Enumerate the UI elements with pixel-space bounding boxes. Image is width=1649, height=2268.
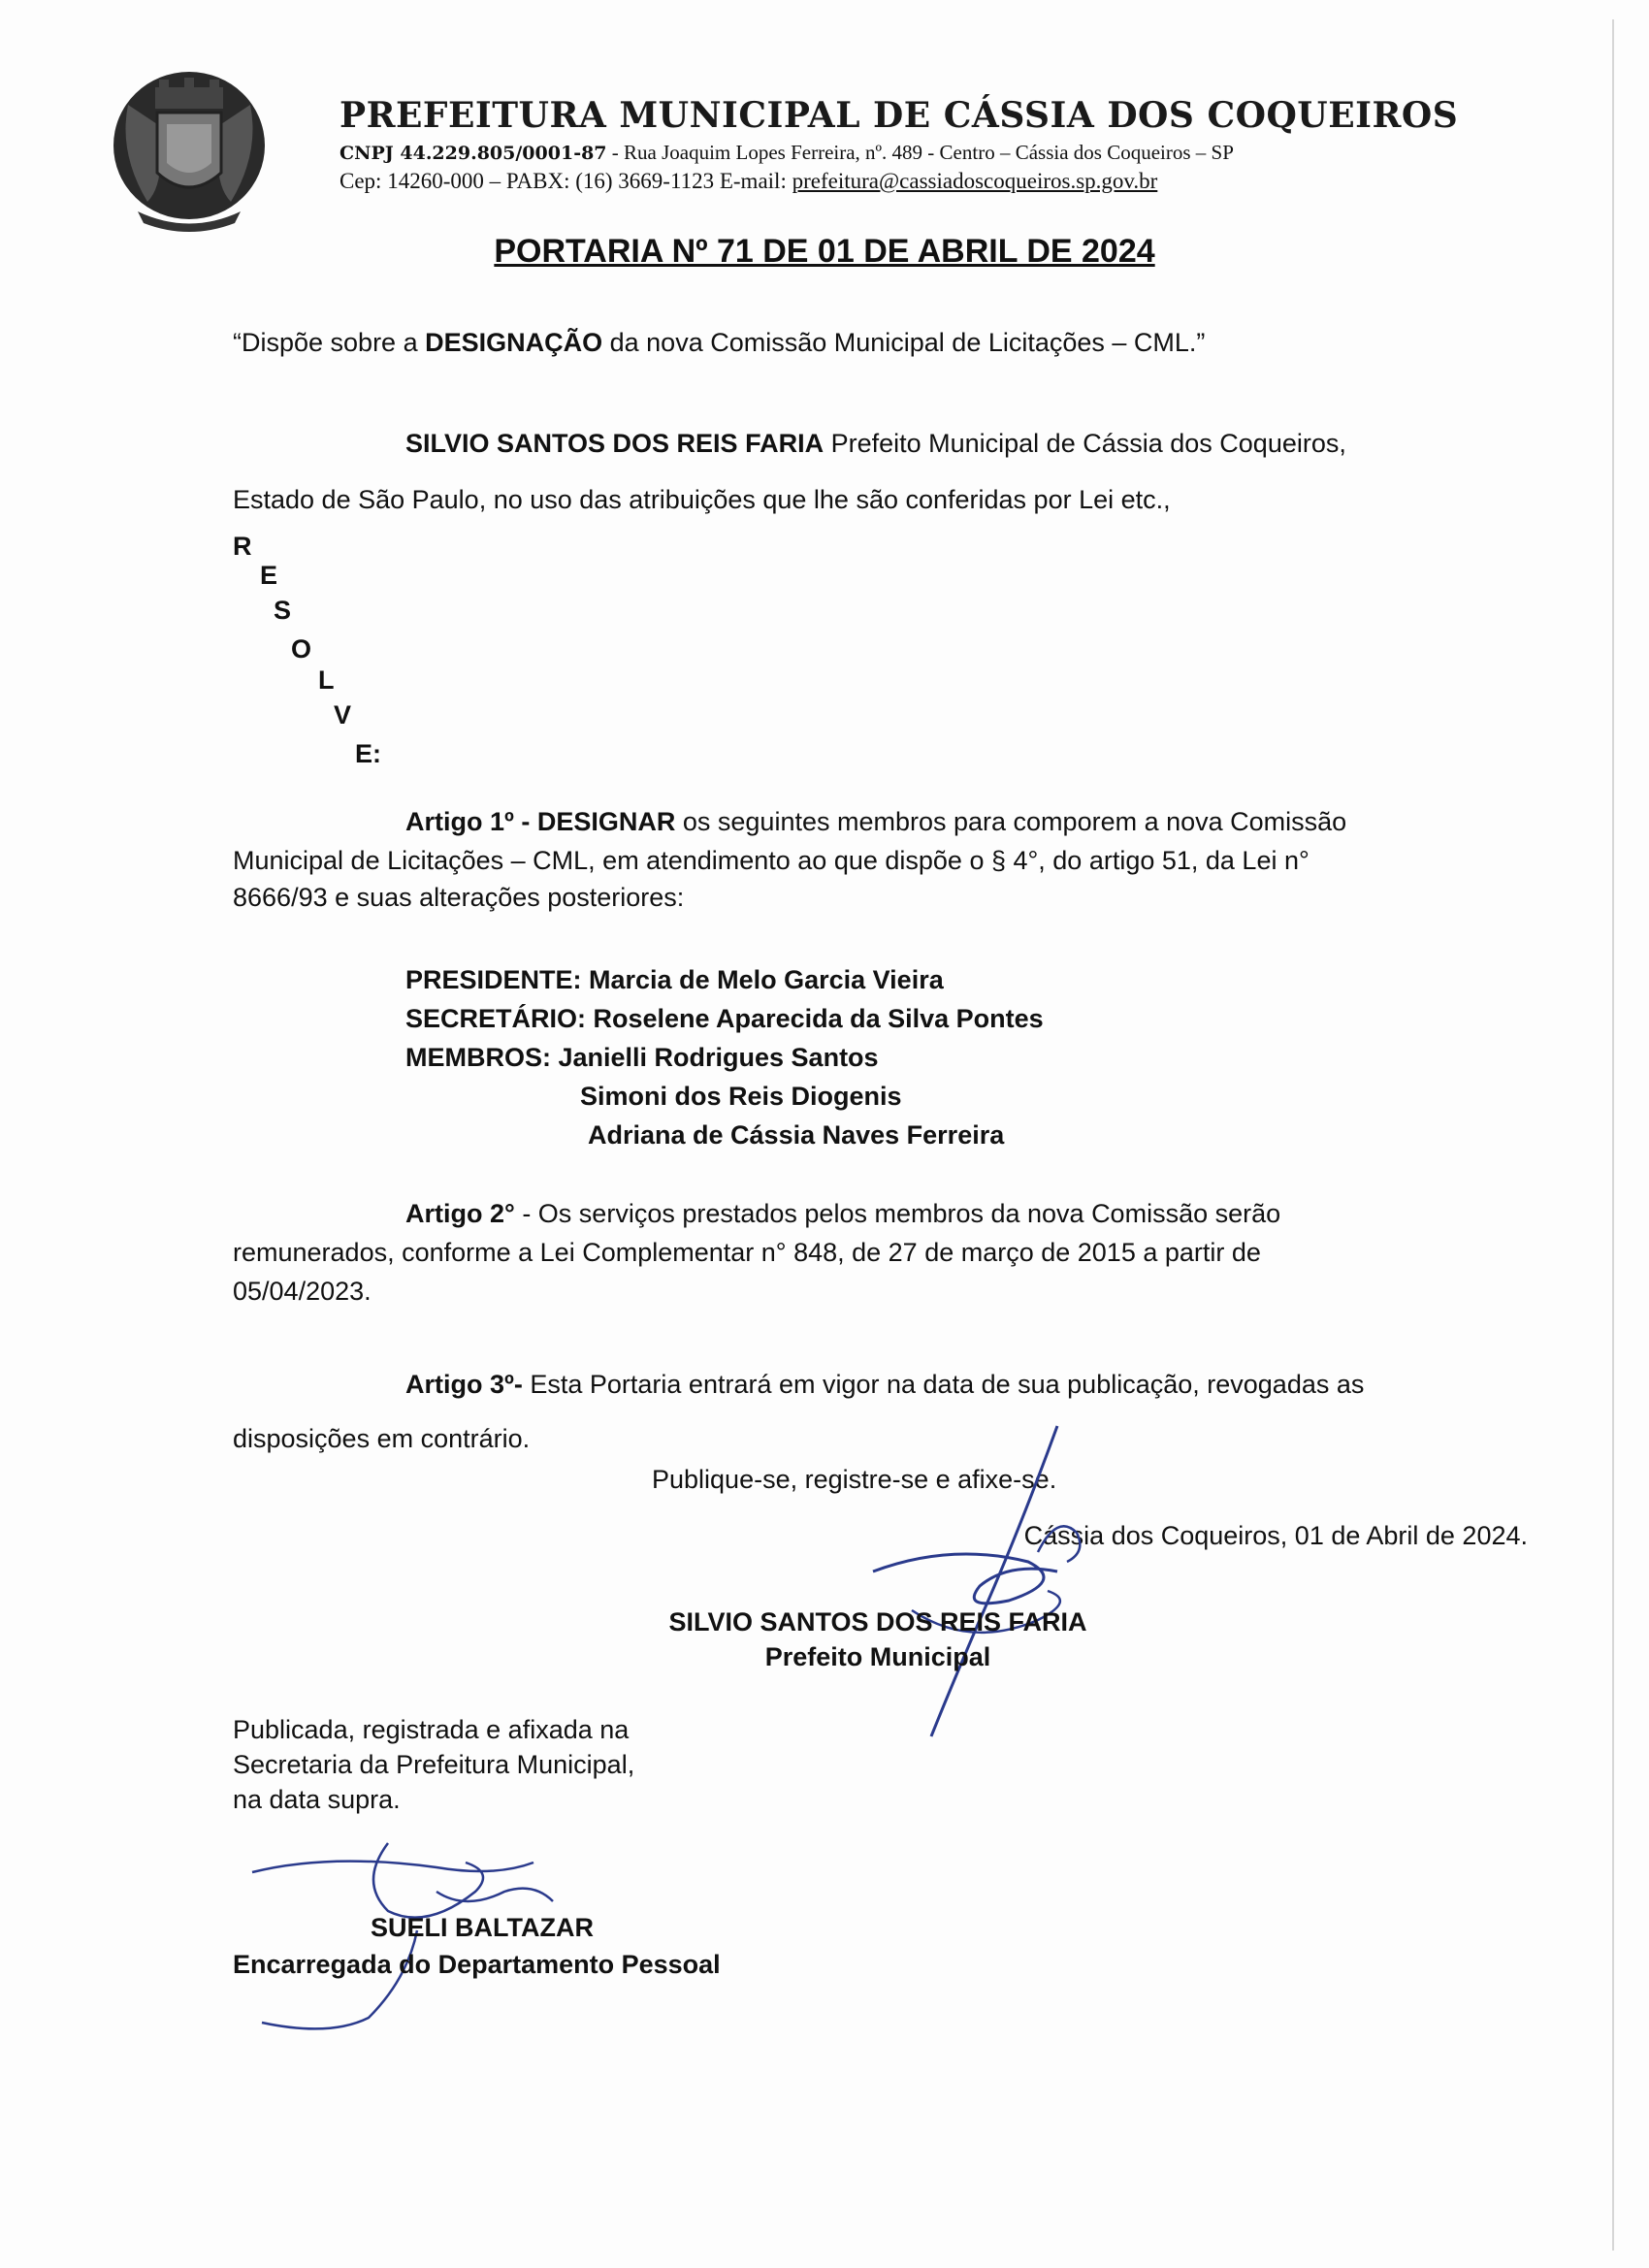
member-secretario: SECRETÁRIO: Roselene Aparecida da Silva Pontes [405,1004,1044,1033]
artigo-1-label: Artigo 1º - DESIGNAR [405,807,676,836]
clerk-name: SUELI BALTAZAR [371,1913,594,1942]
publication-note-line: Publicada, registrada e afixada na [233,1715,630,1744]
mayor-signature [815,1416,1135,1766]
publication-note [233,1712,634,1817]
signatory-role: Prefeito Municipal [764,1642,991,1671]
publique-line: Publique-se, registre-se e afixe-se. [652,1465,1057,1494]
artigo-2-label: Artigo 2° [405,1199,515,1228]
artigo-3-text: Esta Portaria entrará em vigor na data de sua publicação, revogadas as [522,1370,1365,1399]
artigo-3-line-2: disposições em contrário. [233,1424,531,1453]
letterhead-email: prefeitura@cassiadoscoqueiros.sp.gov.br [792,169,1158,193]
artigo-3-line-1 [233,1364,1529,1405]
mayor-name: SILVIO SANTOS DOS REIS FARIA [405,429,824,458]
member-presidente: PRESIDENTE: Marcia de Melo Garcia Vieira [405,965,944,994]
preamble-text: Prefeito Municipal de Cássia dos Coqueiros, [824,429,1346,458]
artigo-1-line-2: Municipal de Licitações – CML, em atendimento ao que dispõe o § 4°, do artigo 51, da Lei n° [233,846,1310,875]
ementa-bold-text: DESIGNAÇÃO [425,328,603,357]
publication-note-line: na data supra. [233,1785,401,1814]
signatory-name: SILVIO SANTOS DOS REIS FARIA [668,1607,1087,1636]
letterhead-address: - Rua Joaquim Lopes Ferreira, nº. 489 - Centro – Cássia dos Coqueiros – SP [606,141,1234,164]
artigo-2-line-2: remunerados, conforme a Lei Complementar n° 848, de 27 de março de 2015 a partir de [233,1238,1261,1267]
resolve-letter: O [291,634,312,664]
artigo-1-line-1 [233,801,1529,842]
place-and-date: Cássia dos Coqueiros, 01 de Abril de 2024. [1023,1521,1528,1550]
preamble-line-2: Estado de São Paulo, no uso das atribuições que lhe são conferidas por Lei etc., [233,485,1171,514]
resolve-letter: R [233,532,252,561]
letterhead-cnpj: CNPJ 44.229.805/0001-87 [340,143,607,164]
commission-members [405,960,1044,1154]
artigo-1-text: os seguintes membros para comporem a nova Comissão [675,807,1347,836]
letterhead-cep-phone: Cep: 14260-000 – PABX: (16) 3669-1123 E-mail: [340,169,792,193]
letterhead-title: PREFEITURA MUNICIPAL DE CÁSSIA DOS COQUEIROS [340,95,1459,136]
artigo-2-line-3: 05/04/2023. [233,1277,372,1306]
scan-edge-line [1612,19,1614,2251]
artigo-3-label: Artigo 3º- [405,1370,523,1399]
artigo-2-text: - Os serviços prestados pelos membros da nova Comissão serão [514,1199,1281,1228]
publication-note-line: Secretaria da Prefeitura Municipal, [233,1750,635,1779]
ementa-text-end: da nova Comissão Municipal de Licitações – CML.” [602,328,1206,357]
letterhead-contact-line [340,169,1157,194]
resolve-letter: S [274,596,292,625]
resolve-letter: E: [355,739,381,768]
clerk-role: Encarregada do Departamento Pessoal [233,1950,721,1979]
ementa-text: “Dispõe sobre a [233,328,426,357]
resolve-letter: V [334,700,352,729]
letterhead-address-line [340,141,1234,165]
resolve-letter: E [260,561,278,590]
member-membros: MEMBROS: Janielli Rodrigues Santos [405,1043,879,1072]
artigo-1-line-3: 8666/93 e suas alterações posteriores: [233,883,685,912]
portaria-title: PORTARIA Nº 71 DE 01 DE ABRIL DE 2024 [494,233,1155,270]
ementa [233,328,1205,358]
member-3: Adriana de Cássia Naves Ferreira [588,1120,1005,1150]
resolve-letter: L [318,665,335,695]
member-2: Simoni dos Reis Diogenis [580,1082,902,1111]
preamble-paragraph [233,423,1529,464]
artigo-2-line-1 [233,1193,1529,1234]
municipal-coat-of-arms [109,66,270,233]
